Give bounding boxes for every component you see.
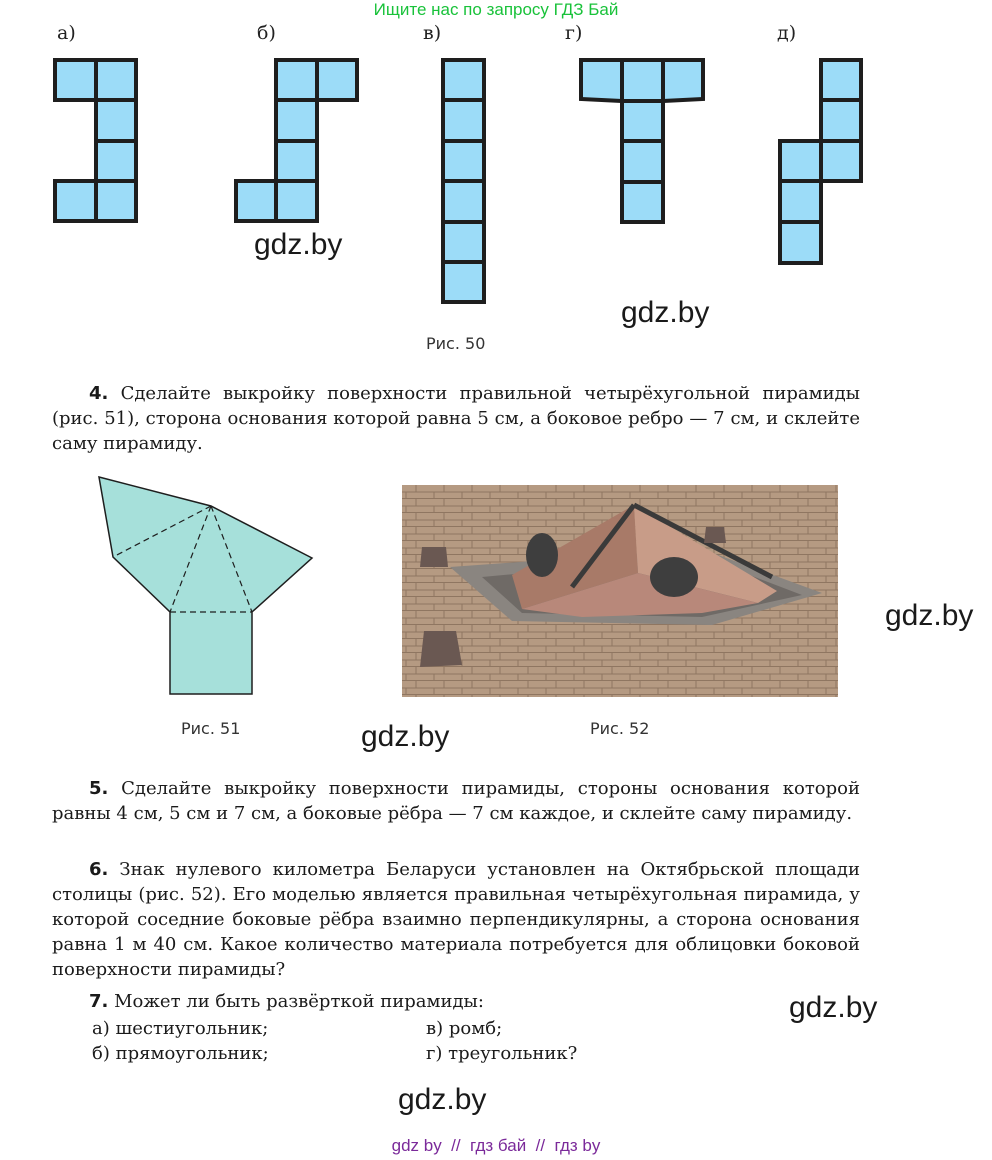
task-5	[52, 776, 860, 826]
fig50-caption: Рис. 50	[426, 334, 486, 353]
watermark-2: gdz.by	[621, 296, 710, 329]
task-4-text: Сделайте выкройку поверхности правильной четырёхугольной пирамиды (рис. 51), сторона основания которой равна 5 см, а боковое ребро — 7 см, и склейте саму пирамиду.	[52, 383, 860, 454]
net-a	[55, 60, 136, 221]
watermark-6: gdz.by	[398, 1083, 487, 1116]
figure-52-photo	[402, 485, 838, 697]
task-7-text: Может ли быть развёрткой пирамиды:	[114, 991, 484, 1012]
net-v	[443, 60, 484, 302]
task-7-option-v: в) ромб;	[426, 1018, 503, 1039]
figure-51-pyramid-net	[90, 470, 320, 702]
task-7-option-a: а) шестиугольник;	[92, 1018, 269, 1039]
fig50-label-d: д)	[777, 22, 797, 44]
fig50-label-a: а)	[57, 22, 76, 44]
task-6-text: Знак нулевого километра Беларуси установлен на Октябрьской площади столицы (рис. 52). Его моделью является правильная четырёхугольная пирамида, у которой соседние боковые рёбра взаимно перпендикулярны, а сторона основания равна 1 м 40 см. Какое количество материала потребуется для облицовки боковой поверхности пирамиды?	[52, 859, 860, 980]
fig50-label-v: в)	[423, 22, 442, 44]
task-6-number: 6.	[89, 859, 109, 880]
net-b	[236, 60, 357, 221]
fig50-label-g: г)	[565, 22, 583, 44]
fig52-caption: Рис. 52	[590, 719, 650, 738]
task-4	[52, 381, 860, 456]
watermark-3: gdz.by	[361, 720, 450, 753]
net-g	[581, 60, 703, 222]
task-7-number: 7.	[89, 991, 109, 1012]
figure-50-nets	[0, 0, 992, 320]
task-7-option-g: г) треугольник?	[426, 1043, 578, 1064]
footer-links: gdz by // гдз бай // гдз by	[391, 1136, 601, 1155]
watermark-1: gdz.by	[254, 228, 343, 261]
fig50-label-b: б)	[257, 22, 276, 44]
task-7-option-b: б) прямоугольник;	[92, 1043, 269, 1064]
task-5-number: 5.	[89, 778, 109, 799]
watermark-5: gdz.by	[789, 991, 878, 1024]
task-5-text: Сделайте выкройку поверхности пирамиды, стороны основания которой равны 4 см, 5 см и 7 см, а боковые рёбра — 7 см каждое, и склейте саму пирамиду.	[52, 778, 860, 824]
task-7	[52, 989, 652, 1014]
task-4-number: 4.	[89, 383, 109, 404]
watermark-4: gdz.by	[885, 599, 974, 632]
net-d	[780, 60, 861, 263]
top-banner: Ищите нас по запросу ГДЗ Бай	[373, 0, 619, 19]
fig51-caption: Рис. 51	[181, 719, 241, 738]
task-6	[52, 857, 860, 982]
